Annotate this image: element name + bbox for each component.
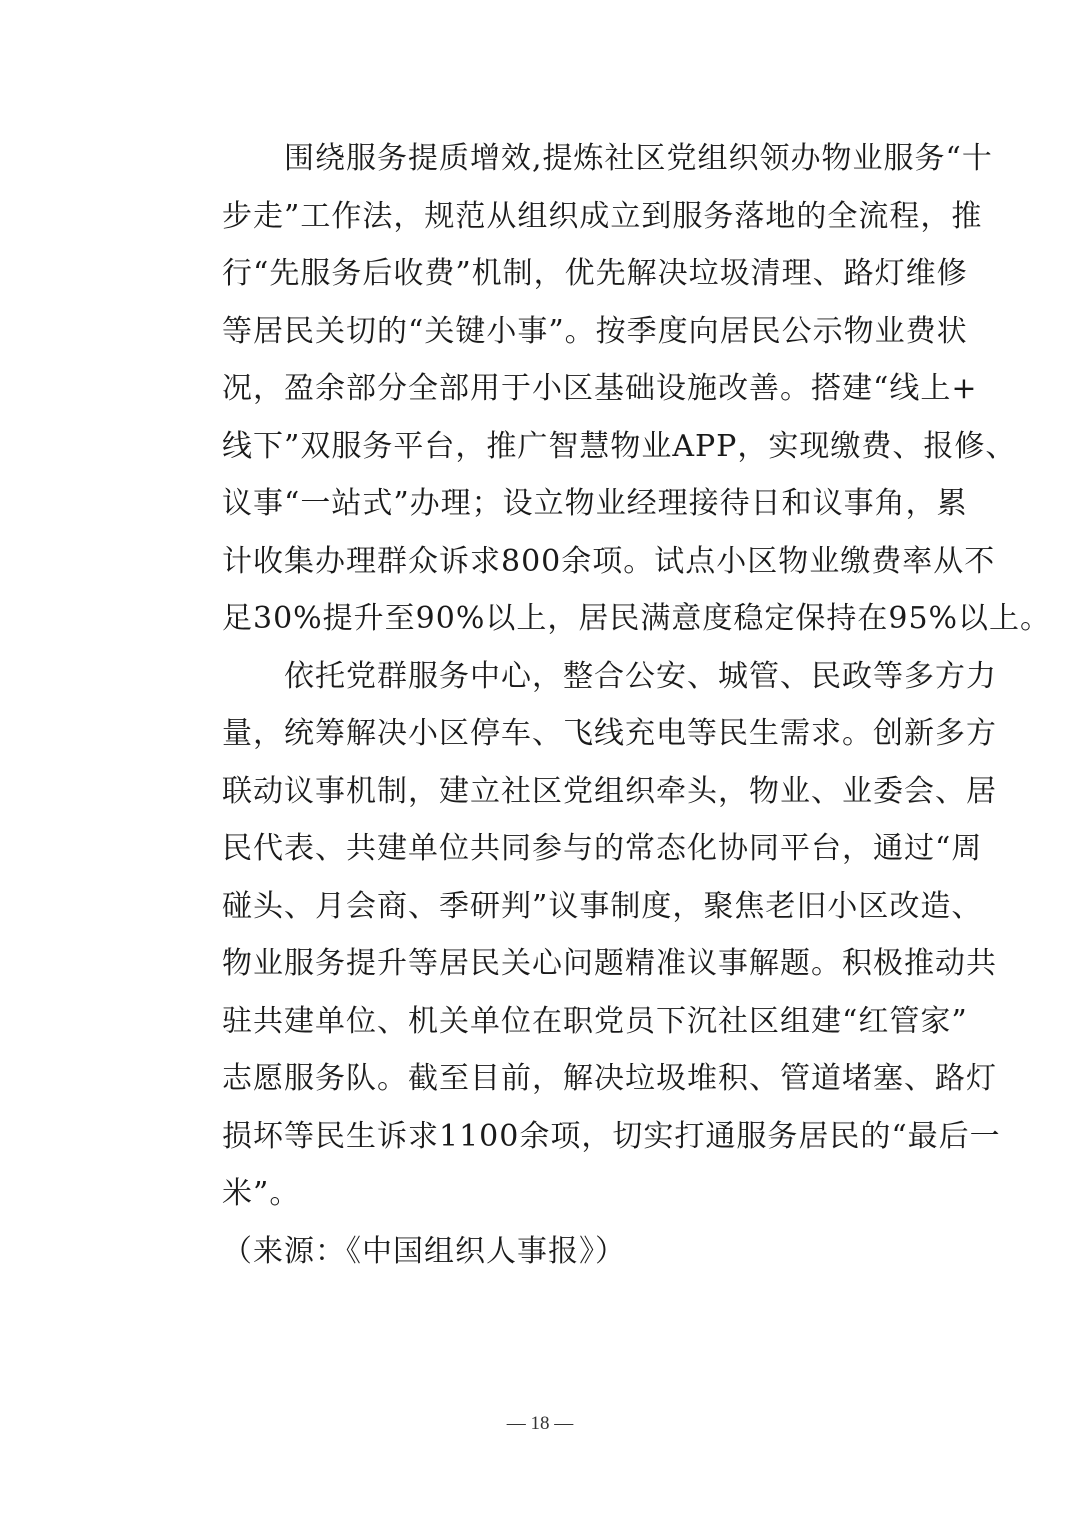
paragraph-line: 行“先服务后收费”机制，优先解决垃圾清理、路灯维修 xyxy=(222,256,968,291)
paragraph-line: 碰头、月会商、季研判”议事制度，聚焦老旧小区改造、 xyxy=(222,888,983,924)
paragraph-line: 等居民关切的“关键小事”。按季度向居民公示物业费状 xyxy=(222,313,968,349)
paragraph-line: 米”。 xyxy=(222,1176,301,1211)
paragraph-line: 计收集办理群众诉求800余项。试点小区物业缴费率从不 xyxy=(222,543,996,579)
paragraph-line: 况，盈余部分全部用于小区基础设施改善。搭建“线上+ xyxy=(222,371,978,406)
paragraph-line: 民代表、共建单位共同参与的常态化协同平台，通过“周 xyxy=(222,831,983,866)
paragraph-line: 驻共建单位、机关单位在职党员下沉社区组建“红管家” xyxy=(222,1003,968,1039)
paragraph-line: 议事“一站式”办理；设立物业经理接待日和议事角，累 xyxy=(222,486,968,521)
source-citation: （来源：《中国组织人事报》） xyxy=(222,1233,626,1269)
paragraph-line: 物业服务提升等居民关心问题精准议事解题。积极推动共 xyxy=(222,946,997,981)
paragraph-line: 志愿服务队。截至目前，解决垃圾堆积、管道堵塞、路灯 xyxy=(222,1061,997,1096)
paragraph-line: 线下”双服务平台，推广智慧物业APP，实现缴费、报修、 xyxy=(222,428,1017,464)
paragraph-line: 步走”工作法，规范从组织成立到服务落地的全流程，推 xyxy=(222,198,983,234)
paragraph-line: 围绕服务提质增效,提炼社区党组织领办物业服务“十 xyxy=(284,141,993,176)
body-text xyxy=(160,130,1052,1280)
paragraph-1 xyxy=(160,130,1052,648)
page-number: — 18 — xyxy=(506,1413,574,1434)
paragraph-line: 联动议事机制，建立社区党组织牵头，物业、业委会、居 xyxy=(222,773,997,809)
paragraph-line: 足30%提升至90%以上，居民满意度稳定保持在95%以上。 xyxy=(222,601,1052,636)
paragraph-2 xyxy=(160,648,1001,1223)
paragraph-line: 量，统筹解决小区停车、飞线充电等民生需求。创新多方 xyxy=(222,716,997,751)
paragraph-line: 依托党群服务中心，整合公安、城管、民政等多方力 xyxy=(284,658,997,694)
paragraph-line: 损坏等民生诉求1100余项，切实打通服务居民的“最后一 xyxy=(222,1118,1001,1154)
